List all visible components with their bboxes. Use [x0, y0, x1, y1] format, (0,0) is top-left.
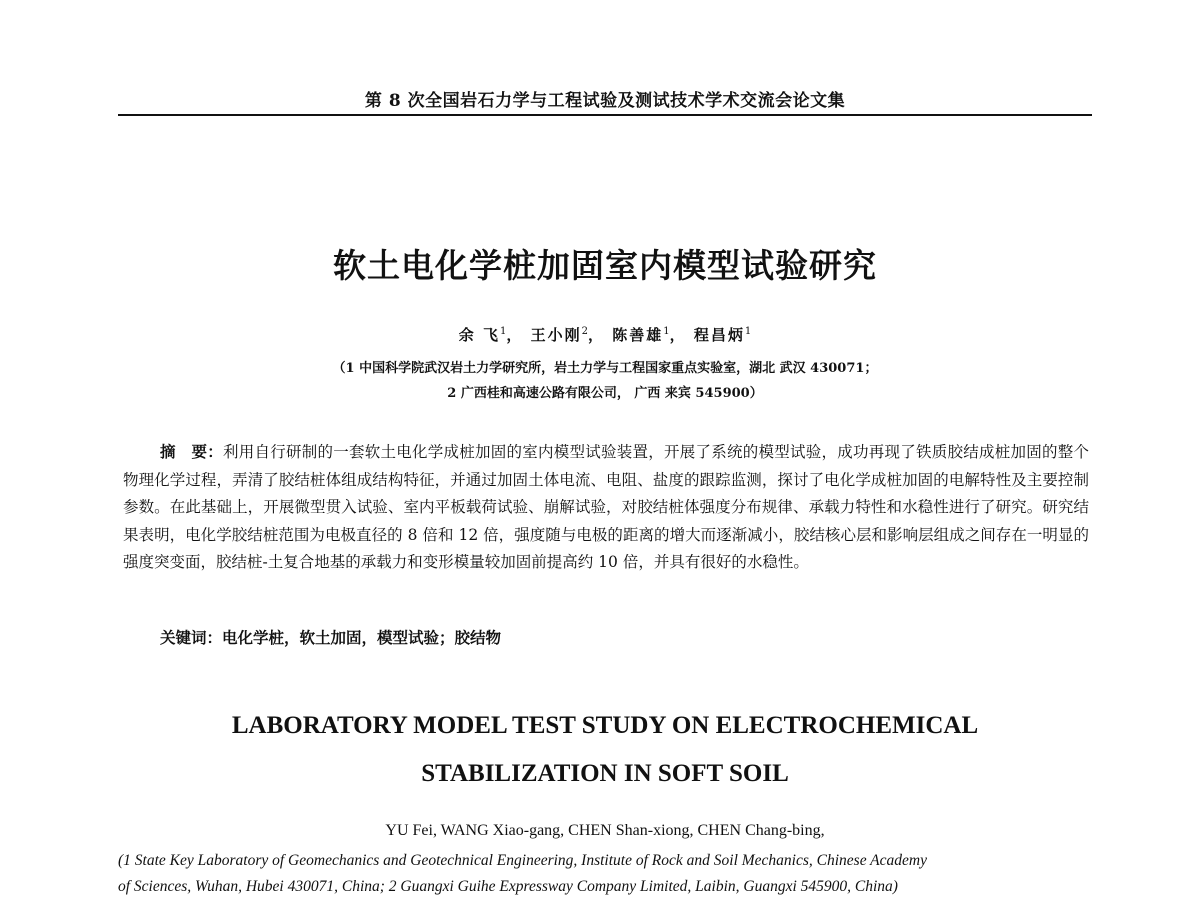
author-affiliation-mark: 1: [499, 326, 507, 337]
author-affiliation-mark: 1: [744, 326, 752, 337]
author-affiliation-mark: 2: [581, 326, 588, 337]
abstract: [123, 438, 1089, 577]
author-cn: 程昌炳: [693, 326, 745, 344]
author-cn: 陈善雄: [612, 326, 664, 344]
keywords: [160, 624, 1080, 652]
affiliation-chinese-line-2: 2 广西桂和高速公路有限公司， 广西 来宾 545900）: [447, 386, 763, 401]
title-chinese: 软土电化学桩加固室内模型试验研究: [333, 246, 877, 285]
title-english-line-2: STABILIZATION IN SOFT SOIL: [421, 760, 789, 787]
authors-chinese: 余 飞$^1$， 王小刚$^2$， 陈善雄$^1$， 程昌炳$^1$: [458, 326, 752, 344]
affiliation-english-line-2: of Sciences, Wuhan, Hubei 430071, China; 2 Guangxi Guihe Expressway Company Limited, Laibin, Guangxi 545900, China): [118, 878, 898, 895]
author-affiliation-mark: 1: [663, 326, 670, 337]
authors-english: YU Fei, WANG Xiao-gang, CHEN Shan-xiong, CHEN Chang-bing,: [385, 822, 825, 839]
header-rule: [118, 114, 1092, 116]
running-header: 第 8 次全国岩石力学与工程试验及测试技术学术交流会论文集: [364, 91, 846, 111]
keywords-text: 电化学桩，软土加固，模型试验；胶结物: [222, 628, 502, 647]
abstract-text: 利用自行研制的一套软土电化学成桩加固的室内模型试验装置，开展了系统的模型试验，成功再现了铁质胶结成桩加固的整个物理化学过程，弄清了胶结桩体组成结构特征，并通过加固土体电流、电阻、盐度的跟踪监测，探讨了电化学成桩加固的电解特性及主要控制参数。在此基础上，开展微型贯入试验、室内平板载荷试验、崩解试验，对胶结桩体强度分布规律、承载力特性和水稳性进行了研究。研究结果表明，电化学胶结桩范围为电极直径的 8 倍和 12 倍，强度随与电极的距离的增大而逐渐减小，胶结核心层和影响层组成之间存在一明显的强度突变面，胶结桩-土复合地基的承载力和变形模量较加固前提高约 10 倍，并具有很好的水稳性。: [123, 443, 1089, 571]
author-cn: 王小刚: [530, 326, 582, 344]
affiliation-english-line-1: (1 State Key Laboratory of Geomechanics and Geotechnical Engineering, Institute of Rock and Soil Mechanics, Chinese Academy: [118, 852, 927, 869]
keywords-label: 关键词：: [160, 628, 223, 647]
title-english-line-1: LABORATORY MODEL TEST STUDY ON ELECTROCHEMICAL: [231, 712, 979, 739]
author-cn: 余 飞: [458, 326, 500, 344]
affiliation-chinese-line-1: （1 中国科学院武汉岩土力学研究所，岩土力学与工程国家重点实验室，湖北 武汉 430071；: [332, 361, 878, 376]
abstract-label: 摘 要：: [160, 442, 223, 461]
